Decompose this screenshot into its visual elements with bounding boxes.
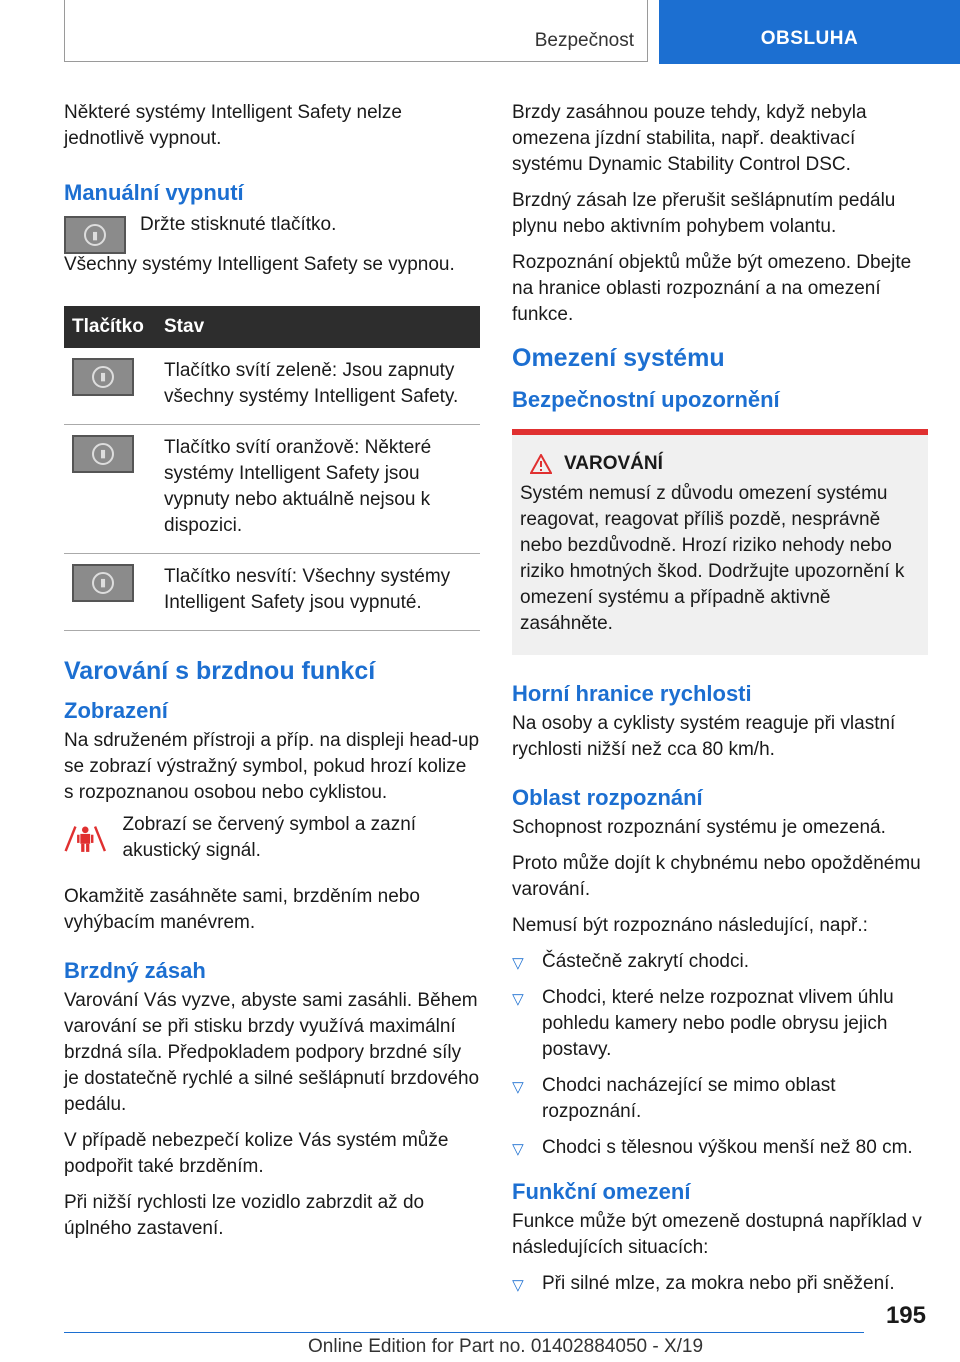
left-column: [64, 100, 480, 1252]
brake-title: Brzdný zásah: [64, 958, 206, 983]
brake-text-2: V případě nebezpečí kolize Vás systém může podpořit také brzděním.: [64, 1130, 449, 1177]
list-item: ▷ Částečně zakrytí chodci.: [512, 949, 928, 975]
function-bullet-list: [512, 1271, 928, 1297]
manual-text-2: Všechny systémy Intelligent Safety se vypnou.: [64, 254, 455, 275]
warning-label: VAROVÁNÍ: [564, 453, 663, 474]
page-number: 195: [885, 1302, 926, 1329]
brake-stability-text: Brzdy zasáhnou pouze tehdy, když nebyla omezena jízdní stabilita, např. deaktivací systému Dynamic Stability Control DSC.: [512, 102, 867, 175]
warning-heading: [520, 453, 920, 475]
safety-notes-title: Bezpečnostní upozornění: [512, 387, 780, 412]
table-cell: Tlačítko svítí zeleně: Jsou zapnuty všechny systémy Intelligent Safety.: [156, 348, 480, 425]
display-title: Zobrazení: [64, 698, 168, 723]
brake-text-1: Varování Vás vyzve, abyste sami zasáhli. Během varování se při stisku brzdy využívá maximální brzdná síla. Předpokladem podpory brzdné síly je dostatečně rychlé a silné sešlápnutí brzdového pedálu.: [64, 990, 480, 1115]
area-title: Oblast rozpoznání: [512, 785, 703, 810]
header-chapter-tab[interactable]: OBSLUHA: [659, 0, 960, 64]
list-item: ▷ Chodci nacházející se mimo oblast rozpoznání.: [512, 1073, 928, 1125]
safety-button-icon: ▮: [72, 564, 134, 602]
function-title: Funkční omezení: [512, 1179, 691, 1204]
area-text-3: Nemusí být rozpoznáno následující, např.:: [512, 915, 868, 936]
table-cell: Tlačítko nesvítí: Všechny systémy Intelligent Safety jsou vypnuté.: [156, 554, 480, 631]
area-text-2: Proto může dojít k chybnému nebo opožděnému varování.: [512, 853, 921, 900]
display-text-2: Zobrazí se červený symbol a zazní akustický signál.: [122, 814, 417, 861]
intro-text: Některé systémy Intelligent Safety nelze jednotlivě vypnout.: [64, 102, 402, 149]
list-item: ▷ Chodci s tělesnou výškou menší než 80 cm.: [512, 1135, 928, 1161]
table-row: [64, 425, 480, 554]
manual-title: Manuální vypnutí: [64, 180, 244, 205]
speed-text: Na osoby a cyklisty systém reaguje při vlastní rychlosti nižší než cca 80 km/h.: [512, 713, 896, 760]
display-symbol-row: [64, 816, 480, 874]
safety-button-icon: ▮: [64, 216, 126, 254]
footer-divider: [64, 1332, 864, 1333]
list-item: ▷ Chodci, které nelze rozpoznat vlivem úhlu pohledu kamery nebo podle obrysu jejich postavy.: [512, 985, 928, 1063]
table-row: [64, 554, 480, 631]
pedestrian-warning-icon: [64, 816, 107, 860]
area-bullet-list: [512, 949, 928, 1161]
warning-triangle-icon: [530, 454, 552, 474]
display-text-1: Na sdruženém přístroji a příp. na displeji head-up se zobrazí výstražný symbol, pokud hrozí kolize s rozpoznanou osobou nebo cyklistou.: [64, 730, 480, 803]
right-column: [512, 100, 928, 1307]
status-table: [64, 306, 480, 631]
area-text-1: Schopnost rozpoznání systému je omezená.: [512, 817, 886, 838]
limits-title: Omezení systému: [512, 344, 725, 372]
brake-interrupt-text: Brzdný zásah lze přerušit sešlápnutím pedálu plynu nebo aktivním pohybem volantu.: [512, 190, 896, 237]
function-text: Funkce může být omezeně dostupná například v následujících situacích:: [512, 1211, 922, 1258]
manual-row: [64, 216, 480, 254]
table-header-state: Stav: [156, 306, 480, 348]
list-item: ▷ Při silné mlze, za mokra nebo při sněžení.: [512, 1271, 928, 1297]
recognition-limit-text: Rozpoznání objektů může být omezeno. Dbejte na hranice oblasti rozpoznání a na omezení funkce.: [512, 252, 912, 325]
table-cell: Tlačítko svítí oranžově: Některé systémy Intelligent Safety jsou vypnuty nebo aktuálně nejsou k dispozici.: [156, 425, 480, 554]
speed-title: Horní hranice rychlosti: [512, 681, 752, 706]
safety-button-icon: ▮: [72, 435, 134, 473]
warning-text: Systém nemusí z důvodu omezení systému reagovat, reagovat příliš pozdě, nesprávně nebo bezdůvodně. Hrozí riziko nehody nebo riziko hmotných škod. Dodržujte upozornění k omezení systému a případně aktivně zasáhněte.: [520, 483, 905, 634]
brake-text-3: Při nižší rychlosti lze vozidlo zabrzdit až do úplného zastavení.: [64, 1192, 425, 1239]
table-header-button: Tlačítko: [64, 306, 156, 348]
warning-box: [512, 429, 928, 655]
manual-text-1: Držte stisknuté tlačítko.: [140, 214, 337, 235]
edition-footer: Online Edition for Part no. 01402884050 - X/19: [308, 1336, 704, 1357]
safety-button-icon: ▮: [72, 358, 134, 396]
header-section-title: Bezpečnost: [534, 30, 634, 51]
warn-brake-title: Varování s brzdnou funkcí: [64, 657, 376, 685]
table-row: [64, 348, 480, 425]
display-text-3: Okamžitě zasáhněte sami, brzděním nebo vyhýbacím manévrem.: [64, 886, 420, 933]
page-header: [0, 0, 960, 66]
